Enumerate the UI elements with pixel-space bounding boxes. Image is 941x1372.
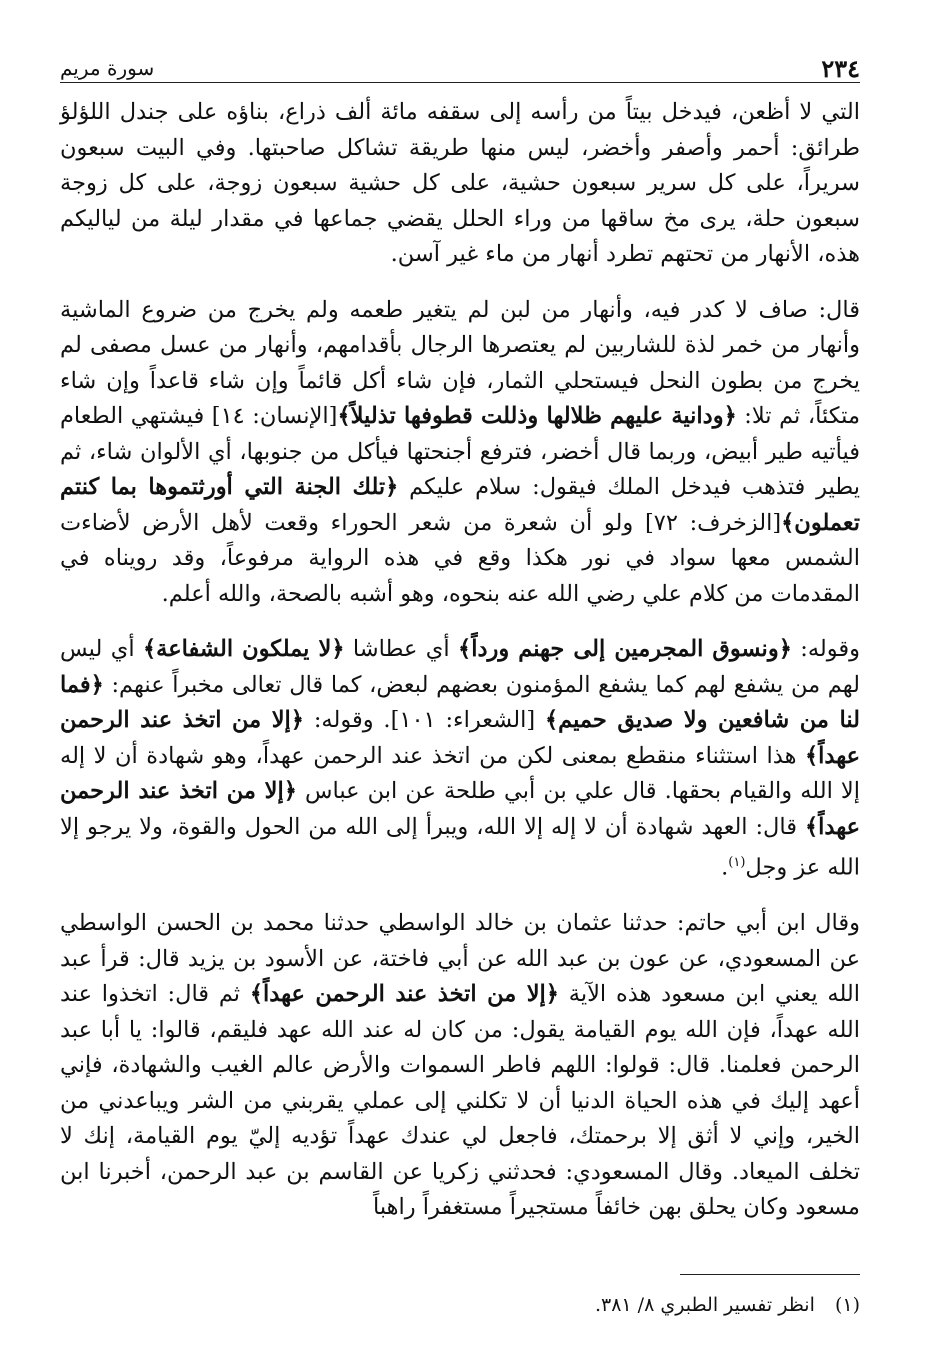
text-segment: ثم قال: اتخذوا عند الله عهداً، فإن الله يوم القيامة يقول: من كان له عند الله عهد فليقم، قالوا: يا أبا عبد الرحمن فعلمنا. قال: قولوا: اللهم فاطر السموات والأرض عالم الغيب والشهادة، فإني أعهد إليك في هذه الحياة الدنيا أن لا تكلني إلى عملي يقربني من الشر ويباعدني من الخير، وإني لا أثق إلا برحمتك، فاجعل لي عندك عهداً تؤديه إليّ يوم القيامة، إنك لا تخلف الميعاد. وقال المسعودي: فحدثني زكريا عن القاسم بن عبد الرحمن، أخبرنا ابن مسعود وكان يحلق بهن خائفاً مستجيراً مستغفراً راهباً	[60, 981, 860, 1220]
text-segment: وقوله:	[791, 636, 861, 662]
text-segment: أي عطاشا	[344, 636, 459, 662]
footnote-number: (١)	[834, 1294, 860, 1316]
footnote-marker: (١)	[728, 855, 746, 870]
page-number: ٢٣٤	[821, 54, 860, 83]
paragraph	[60, 95, 860, 273]
footnote	[595, 1292, 860, 1318]
quran-quote: ﴿ونسوق المجرمين إلى جهنم ورداً﴾	[458, 636, 792, 662]
text-segment: [الإنسان: ١٤] فيشتهي الطعام فيأتيه طير أبيض، وربما قال أخضر، فترفع أجنحتها فيأكل من جنوبها، أي الألوان شاء، ثم يطير فتذهب فيدخل الملك فيقول: سلام عليكم	[60, 403, 860, 500]
paragraph	[60, 906, 860, 1226]
quran-quote: ﴿إلا من اتخذ عند الرحمن عهداً﴾	[60, 778, 860, 840]
paragraph	[60, 632, 860, 886]
footnote-text: انظر تفسير الطبري ٨/ ٣٨١.	[594, 1294, 815, 1316]
paragraph	[60, 293, 860, 613]
text-segment: التي لا أظعن، فيدخل بيتاً من رأسه إلى سقفه مائة ألف ذراع، بناؤه على جندل اللؤلؤ طرائق: أحمر وأصفر وأخضر، ليس منها طريقة تشاكل صاحبتها. وفي البيت سبعون سريراً، على كل سرير سبعون حشية، على كل حشية سبعون زوجة، على كل زوجة سبعون حلة، يرى مخ ساقها من وراء الحلل يقضي جماعها في مقدار ليلة من لياليكم هذه، الأنهار من تحتهم تطرد أنهار من ماء غير آسن.	[60, 99, 860, 267]
text-segment: أي ليس لهم من يشفع لهم كما يشفع المؤمنون بعضهم لبعض، كما قال تعالى مخبراً عنهم:	[60, 636, 860, 698]
quran-quote: ﴿إلا من اتخذ عند الرحمن عهداً﴾	[60, 707, 860, 769]
quran-quote: ﴿فما لنا من شافعين ولا صديق حميم﴾	[60, 671, 860, 733]
quran-quote: ﴿تلك الجنة التي أورثتموها بما كنتم تعملون﴾	[60, 474, 861, 536]
text-segment: وقال ابن أبي حاتم: حدثنا عثمان بن خالد الواسطي حدثنا محمد بن الحسن الواسطي عن المسعودي، عن عون بن عبد الله عن أبي فاختة، عن الأسود بن يزيد قال: قرأ عبد الله يعني ابن مسعود هذه الآية	[60, 910, 861, 1007]
text-segment: قال: صاف لا كدر فيه، وأنهار من لبن لم يتغير طعمه ولم يخرج من ضروع الماشية وأنهار من خمر لذة للشاربين لم يعتصرها الرجال بأقدامهم، وأنهار من عسل مصفى لم يخرج من بطون النحل فيستحلي الثمار، فإن شاء أكل قائماً وإن شاء قاعداً وإن شاء متكئاً، ثم تلا:	[60, 296, 861, 429]
quran-quote: ﴿لا يملكون الشفاعة﴾	[142, 636, 345, 662]
book-page	[60, 52, 860, 1352]
text-segment: قال: العهد شهادة أن لا إله إلا الله، ويبرأ إلى الله من الحول والقوة، ولا يرجو إلا الله عز وجل	[60, 813, 860, 881]
quran-quote: ﴿ودانية عليهم ظلالها وذللت قطوفها تذليلاً﴾	[337, 403, 737, 429]
running-title: سورة مريم	[60, 56, 155, 80]
body-text	[60, 95, 860, 1226]
text-segment: .	[721, 854, 729, 881]
text-segment: [الزخرف: ٧٢] ولو أن شعرة من شعر الحوراء وقعت لأهل الأرض لأضاءت الشمس معها سواد في نور هكذا وقع في هذه الرواية مرفوعاً، وقد رويناه في المقدمات من كلام علي رضي الله عنه بنحوه، وهو أشبه بالصحة، والله أعلم.	[60, 509, 860, 607]
text-segment: هذا استثناء منقطع بمعنى لكن من اتخذ عند الرحمن عهداً، وهو شهادة أن لا إله إلا الله والقيام بحقها. قال علي بن أبي طلحة عن ابن عباس	[60, 742, 861, 804]
page-header	[60, 52, 860, 83]
footnote-separator	[680, 1274, 860, 1275]
quran-quote: ﴿إلا من اتخذ عند الرحمن عهداً﴾	[249, 981, 559, 1007]
text-segment: [الشعراء: ١٠١]. وقوله:	[303, 707, 545, 733]
